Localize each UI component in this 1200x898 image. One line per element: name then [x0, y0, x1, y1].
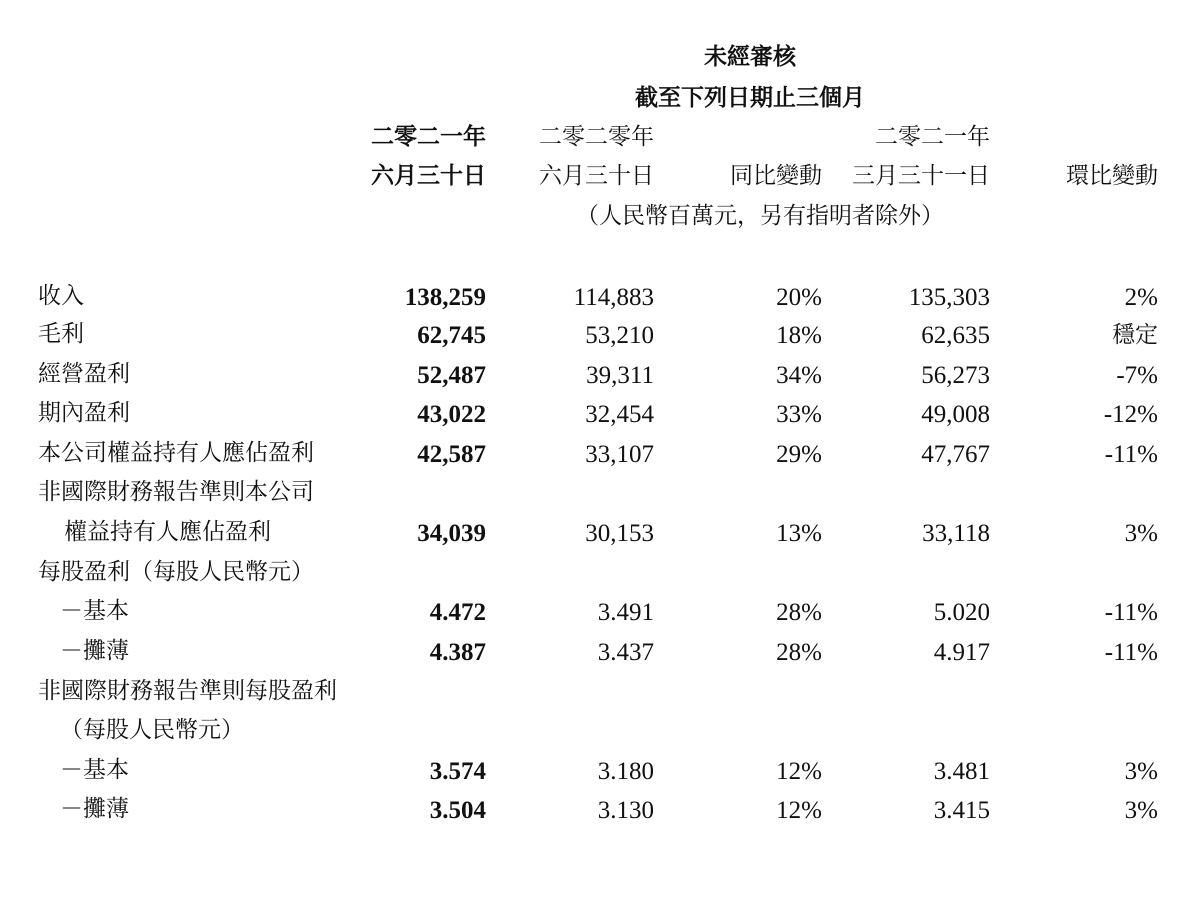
cell-yoy: 34% [776, 362, 822, 389]
cell-2021-mar: 5.020 [933, 599, 990, 626]
cell-qoq: -11% [1104, 441, 1158, 468]
col5-header: 環比變動 [1066, 163, 1158, 189]
cell-yoy: 12% [776, 797, 822, 824]
col3-header: 同比變動 [730, 163, 822, 189]
cell-2021-mar: 4.917 [933, 639, 990, 666]
cell-qoq: 3% [1124, 797, 1158, 824]
row-label: 本公司權益持有人應佔盈利 [38, 440, 314, 466]
cell-2021-mar: 47,767 [921, 441, 990, 468]
cell-2021-jun: 3.504 [429, 797, 486, 824]
col1-header-year: 二零二一年 [371, 124, 486, 150]
row-label-continued: （每股人民幣元） [60, 717, 244, 743]
cell-2021-jun: 34,039 [417, 520, 486, 547]
cell-qoq: 3% [1124, 758, 1158, 785]
cell-2021-jun: 3.574 [429, 758, 486, 785]
cell-2021-mar: 33,118 [922, 520, 990, 547]
cell-2020-jun: 3.130 [597, 797, 654, 824]
cell-2020-jun: 53,210 [585, 322, 654, 349]
cell-qoq: 3% [1124, 520, 1158, 547]
unit-note: （人民幣百萬元，另有指明者除外） [576, 203, 944, 229]
cell-2021-jun: 52,487 [417, 362, 486, 389]
row-label: －攤薄 [60, 796, 129, 822]
cell-2021-jun: 4.472 [429, 599, 486, 626]
cell-2021-mar: 3.415 [933, 797, 990, 824]
col1-header-date: 六月三十日 [371, 163, 486, 189]
cell-2020-jun: 32,454 [585, 401, 654, 428]
row-label: －基本 [60, 757, 129, 783]
cell-2020-jun: 30,153 [585, 520, 654, 547]
row-label: 每股盈利（每股人民幣元） [38, 559, 314, 585]
cell-yoy: 20% [776, 284, 822, 311]
cell-2021-mar: 49,008 [921, 401, 990, 428]
cell-qoq: -7% [1116, 362, 1158, 389]
cell-2021-jun: 138,259 [404, 284, 486, 311]
cell-yoy: 28% [776, 639, 822, 666]
row-label-continued: 權益持有人應佔盈利 [64, 519, 271, 545]
header-title-line2: 截至下列日期止三個月 [635, 85, 865, 111]
cell-yoy: 28% [776, 599, 822, 626]
cell-2021-jun: 4.387 [429, 639, 486, 666]
cell-qoq: -12% [1103, 401, 1158, 428]
cell-2020-jun: 114,883 [573, 284, 654, 311]
cell-qoq: -11% [1104, 599, 1158, 626]
cell-2020-jun: 33,107 [585, 441, 654, 468]
header-title-line1: 未經審核 [704, 44, 796, 70]
cell-qoq: -11% [1104, 639, 1158, 666]
row-label: －攤薄 [60, 638, 129, 664]
cell-2020-jun: 3.491 [597, 599, 654, 626]
cell-2021-jun: 43,022 [417, 401, 486, 428]
cell-2020-jun: 3.180 [597, 758, 654, 785]
cell-qoq: 2% [1124, 284, 1158, 311]
cell-2021-jun: 62,745 [417, 322, 486, 349]
col2-header-date: 六月三十日 [539, 163, 654, 189]
col4-header-year: 二零二一年 [875, 124, 990, 150]
row-label: 毛利 [38, 321, 84, 347]
cell-2020-jun: 39,311 [586, 362, 654, 389]
row-label: 期內盈利 [38, 400, 130, 426]
cell-yoy: 29% [776, 441, 822, 468]
cell-yoy: 13% [776, 520, 822, 547]
cell-2021-mar: 135,303 [908, 284, 990, 311]
row-label: 收入 [38, 283, 84, 309]
cell-qoq: 穩定 [1112, 322, 1158, 348]
cell-2020-jun: 3.437 [597, 639, 654, 666]
cell-2021-mar: 62,635 [921, 322, 990, 349]
cell-yoy: 33% [776, 401, 822, 428]
cell-2021-jun: 42,587 [417, 441, 486, 468]
col4-header-date: 三月三十一日 [852, 163, 990, 189]
row-label: 經營盈利 [38, 361, 130, 387]
cell-yoy: 12% [776, 758, 822, 785]
row-label: －基本 [60, 598, 129, 624]
cell-2021-mar: 56,273 [921, 362, 990, 389]
cell-yoy: 18% [776, 322, 822, 349]
row-label: 非國際財務報告準則每股盈利 [38, 678, 337, 704]
cell-2021-mar: 3.481 [933, 758, 990, 785]
col2-header-year: 二零二零年 [539, 124, 654, 150]
row-label: 非國際財務報告準則本公司 [38, 479, 314, 505]
